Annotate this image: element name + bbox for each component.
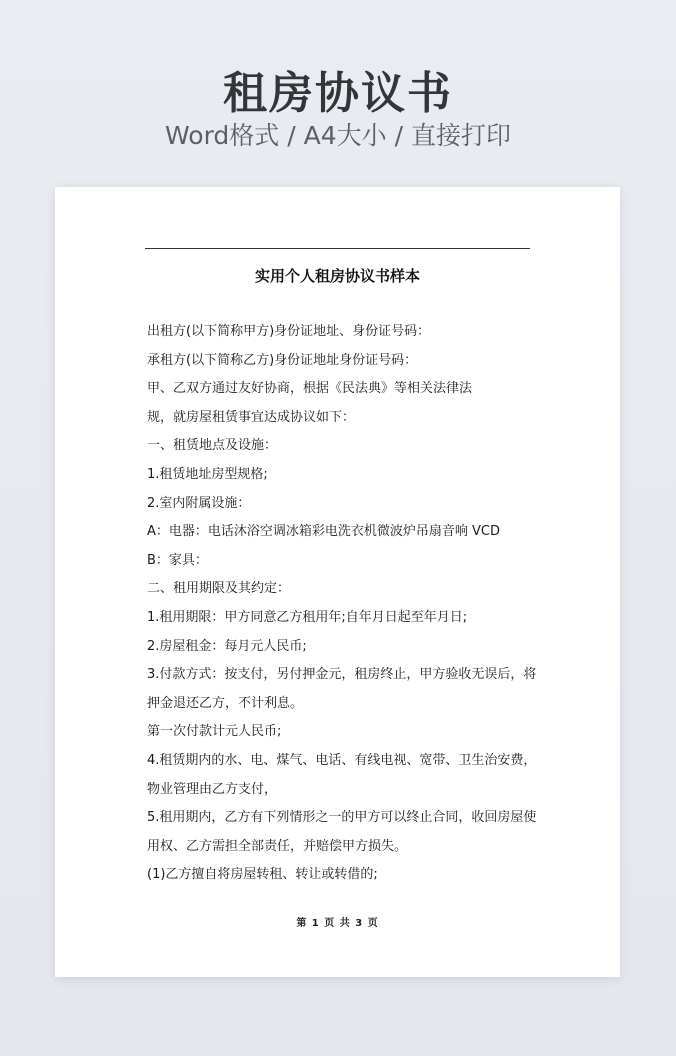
document-line: 用权、乙方需担全部责任，并赔偿甲方损失。 [147,838,408,854]
document-line: 规，就房屋租赁事宜达成协议如下： [147,409,356,425]
header-rule [145,248,530,249]
document-line: 第一次付款计元人民币; [147,724,282,740]
banner-subtitle: Word格式 / A4大小 / 直接打印 [165,121,511,150]
document-line: 押金退还乙方，不计利息。 [147,695,304,711]
document-line: 出租方(以下简称甲方)身份证地址、身份证号码： [147,324,431,339]
document-line: 物业管理由乙方支付， [147,781,278,797]
document-line: 4.租赁期内的水、电、煤气、电话、有线电视、宽带、卫生治安费， [147,752,537,768]
document-page [55,187,620,977]
document-line: 承租方(以下简称乙方)身份证地址身份证号码： [147,352,418,368]
document-line: 2.室内附属设施： [147,495,251,511]
page-number: 第 1 页 共 3 页 [296,918,379,929]
document-line: 3.付款方式：按支付，另付押金元，租房终止，甲方验收无误后，将 [147,667,537,683]
document-title: 实用个人租房协议书样本 [254,267,420,285]
document-line: 一、租赁地点及设施： [147,438,278,454]
document-line: 甲、乙双方通过友好协商，根据《民法典》等相关法律法 [147,381,473,397]
document-body [147,318,537,890]
document-line: 1.租赁地址房型规格; [147,466,268,482]
document-line: 二、租用期限及其约定： [147,581,291,597]
document-line: 5.租用期内，乙方有下列情形之一的甲方可以终止合同，收回房屋使 [147,810,537,826]
document-line: 2.房屋租金：每月元人民币; [147,638,307,654]
document-line: (1)乙方擅自将房屋转租、转让或转借的; [147,867,378,883]
document-line: 1.租用期限：甲方同意乙方租用年;自年月日起至年月日; [147,609,468,625]
document-line: B：家具： [147,552,208,568]
banner-title: 租房协议书 [223,68,453,119]
document-line: A：电器：电话沐浴空调冰箱彩电洗衣机微波炉吊扇音响 VCD [147,524,501,540]
